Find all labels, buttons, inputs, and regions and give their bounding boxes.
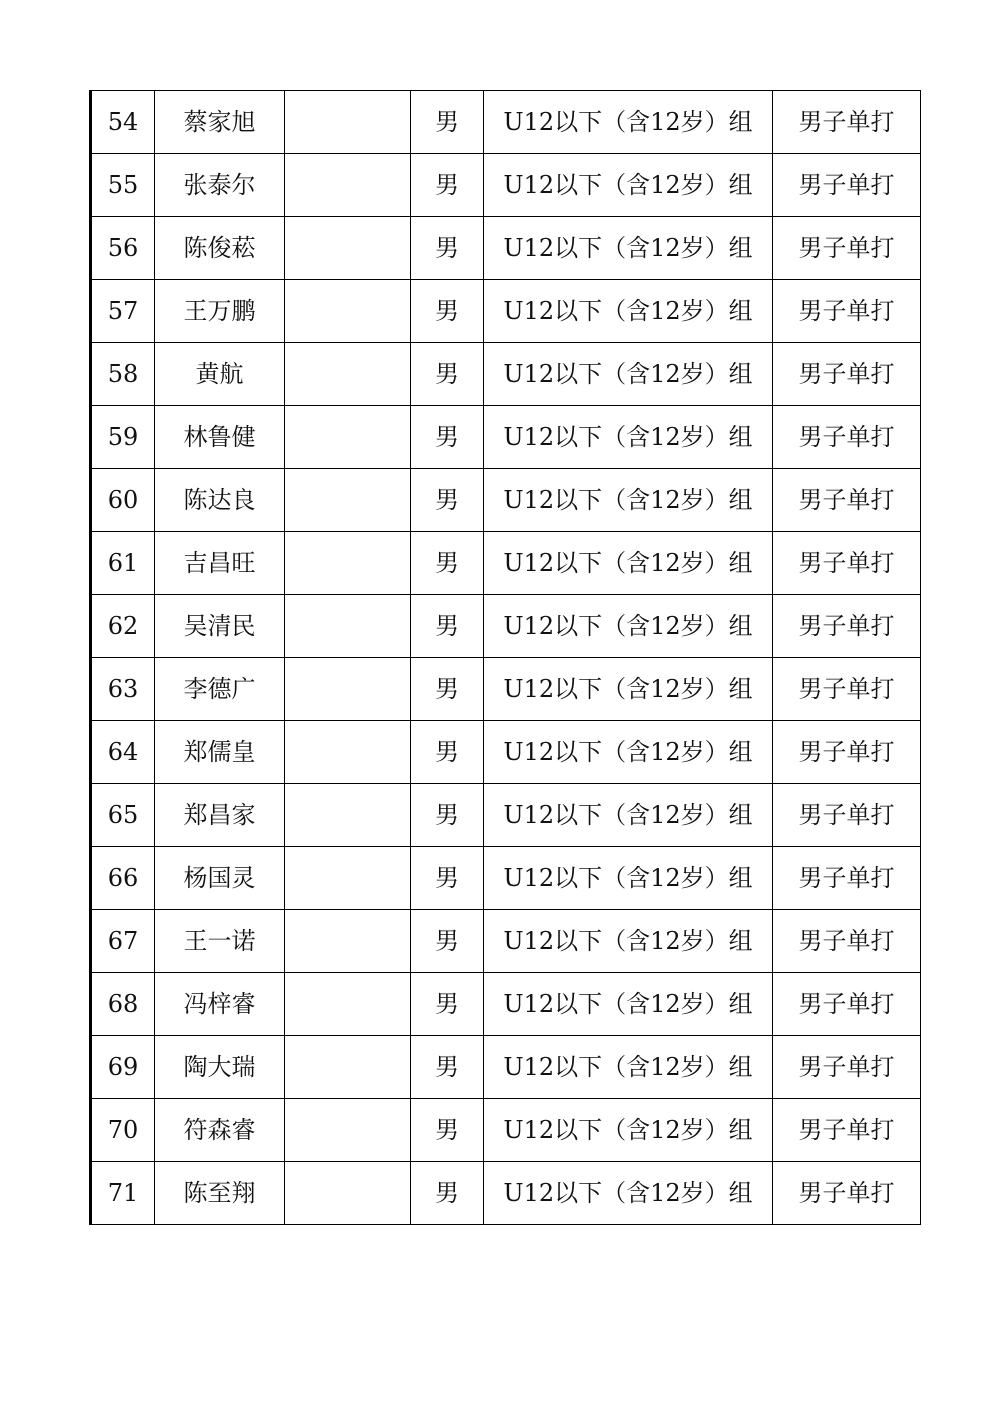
gender-cell: 男 bbox=[411, 973, 484, 1036]
blank-cell bbox=[285, 910, 411, 973]
age-group-cell: U12以下（含12岁）组 bbox=[484, 721, 773, 784]
player-name: 陈至翔 bbox=[155, 1162, 285, 1225]
event-cell: 男子单打 bbox=[773, 1162, 921, 1225]
player-name: 杨国灵 bbox=[155, 847, 285, 910]
event-cell: 男子单打 bbox=[773, 469, 921, 532]
gender-cell: 男 bbox=[411, 406, 484, 469]
gender-cell: 男 bbox=[411, 154, 484, 217]
gender-cell: 男 bbox=[411, 721, 484, 784]
row-number: 55 bbox=[91, 154, 155, 217]
age-group-cell: U12以下（含12岁）组 bbox=[484, 154, 773, 217]
table-row bbox=[91, 847, 921, 910]
row-number: 63 bbox=[91, 658, 155, 721]
row-number: 66 bbox=[91, 847, 155, 910]
gender-cell: 男 bbox=[411, 343, 484, 406]
table-row bbox=[91, 91, 921, 154]
event-cell: 男子单打 bbox=[773, 1099, 921, 1162]
row-number: 69 bbox=[91, 1036, 155, 1099]
blank-cell bbox=[285, 721, 411, 784]
table-row bbox=[91, 532, 921, 595]
age-group-cell: U12以下（含12岁）组 bbox=[484, 469, 773, 532]
row-number: 71 bbox=[91, 1162, 155, 1225]
blank-cell bbox=[285, 784, 411, 847]
blank-cell bbox=[285, 91, 411, 154]
event-cell: 男子单打 bbox=[773, 343, 921, 406]
age-group-cell: U12以下（含12岁）组 bbox=[484, 406, 773, 469]
age-group-cell: U12以下（含12岁）组 bbox=[484, 847, 773, 910]
player-name: 吴清民 bbox=[155, 595, 285, 658]
age-group-cell: U12以下（含12岁）组 bbox=[484, 532, 773, 595]
gender-cell: 男 bbox=[411, 91, 484, 154]
player-name: 王万鹏 bbox=[155, 280, 285, 343]
blank-cell bbox=[285, 280, 411, 343]
gender-cell: 男 bbox=[411, 280, 484, 343]
blank-cell bbox=[285, 595, 411, 658]
row-number: 70 bbox=[91, 1099, 155, 1162]
player-name: 陶大瑞 bbox=[155, 1036, 285, 1099]
player-name: 冯梓睿 bbox=[155, 973, 285, 1036]
table-row bbox=[91, 658, 921, 721]
event-cell: 男子单打 bbox=[773, 406, 921, 469]
event-cell: 男子单打 bbox=[773, 658, 921, 721]
age-group-cell: U12以下（含12岁）组 bbox=[484, 595, 773, 658]
event-cell: 男子单打 bbox=[773, 595, 921, 658]
table-row bbox=[91, 280, 921, 343]
blank-cell bbox=[285, 1162, 411, 1225]
table-row bbox=[91, 1162, 921, 1225]
table-row bbox=[91, 217, 921, 280]
row-number: 65 bbox=[91, 784, 155, 847]
age-group-cell: U12以下（含12岁）组 bbox=[484, 1099, 773, 1162]
player-name: 郑昌家 bbox=[155, 784, 285, 847]
age-group-cell: U12以下（含12岁）组 bbox=[484, 280, 773, 343]
blank-cell bbox=[285, 217, 411, 280]
player-name: 陈达良 bbox=[155, 469, 285, 532]
blank-cell bbox=[285, 469, 411, 532]
table-row bbox=[91, 469, 921, 532]
age-group-cell: U12以下（含12岁）组 bbox=[484, 784, 773, 847]
table-row bbox=[91, 910, 921, 973]
row-number: 64 bbox=[91, 721, 155, 784]
row-number: 60 bbox=[91, 469, 155, 532]
table-row bbox=[91, 784, 921, 847]
gender-cell: 男 bbox=[411, 532, 484, 595]
player-name: 吉昌旺 bbox=[155, 532, 285, 595]
gender-cell: 男 bbox=[411, 469, 484, 532]
age-group-cell: U12以下（含12岁）组 bbox=[484, 910, 773, 973]
event-cell: 男子单打 bbox=[773, 91, 921, 154]
player-name: 符森睿 bbox=[155, 1099, 285, 1162]
row-number: 56 bbox=[91, 217, 155, 280]
blank-cell bbox=[285, 532, 411, 595]
player-name: 黄航 bbox=[155, 343, 285, 406]
event-cell: 男子单打 bbox=[773, 973, 921, 1036]
table-row bbox=[91, 721, 921, 784]
age-group-cell: U12以下（含12岁）组 bbox=[484, 1162, 773, 1225]
table-row bbox=[91, 595, 921, 658]
player-name: 郑儒皇 bbox=[155, 721, 285, 784]
row-number: 68 bbox=[91, 973, 155, 1036]
row-number: 61 bbox=[91, 532, 155, 595]
player-name: 王一诺 bbox=[155, 910, 285, 973]
gender-cell: 男 bbox=[411, 217, 484, 280]
blank-cell bbox=[285, 847, 411, 910]
player-name: 林鲁健 bbox=[155, 406, 285, 469]
player-name: 张泰尔 bbox=[155, 154, 285, 217]
row-number: 59 bbox=[91, 406, 155, 469]
age-group-cell: U12以下（含12岁）组 bbox=[484, 973, 773, 1036]
age-group-cell: U12以下（含12岁）组 bbox=[484, 1036, 773, 1099]
event-cell: 男子单打 bbox=[773, 280, 921, 343]
event-cell: 男子单打 bbox=[773, 532, 921, 595]
gender-cell: 男 bbox=[411, 1162, 484, 1225]
player-name: 陈俊菘 bbox=[155, 217, 285, 280]
player-name: 蔡家旭 bbox=[155, 91, 285, 154]
gender-cell: 男 bbox=[411, 784, 484, 847]
event-cell: 男子单打 bbox=[773, 721, 921, 784]
gender-cell: 男 bbox=[411, 847, 484, 910]
age-group-cell: U12以下（含12岁）组 bbox=[484, 91, 773, 154]
gender-cell: 男 bbox=[411, 658, 484, 721]
gender-cell: 男 bbox=[411, 1036, 484, 1099]
event-cell: 男子单打 bbox=[773, 217, 921, 280]
blank-cell bbox=[285, 406, 411, 469]
row-number: 67 bbox=[91, 910, 155, 973]
row-number: 58 bbox=[91, 343, 155, 406]
table-row bbox=[91, 1036, 921, 1099]
table-row bbox=[91, 973, 921, 1036]
roster-table bbox=[89, 90, 921, 1225]
blank-cell bbox=[285, 154, 411, 217]
blank-cell bbox=[285, 1099, 411, 1162]
event-cell: 男子单打 bbox=[773, 784, 921, 847]
gender-cell: 男 bbox=[411, 1099, 484, 1162]
row-number: 57 bbox=[91, 280, 155, 343]
age-group-cell: U12以下（含12岁）组 bbox=[484, 658, 773, 721]
gender-cell: 男 bbox=[411, 595, 484, 658]
table-row bbox=[91, 406, 921, 469]
event-cell: 男子单打 bbox=[773, 847, 921, 910]
blank-cell bbox=[285, 1036, 411, 1099]
event-cell: 男子单打 bbox=[773, 154, 921, 217]
table-row bbox=[91, 154, 921, 217]
gender-cell: 男 bbox=[411, 910, 484, 973]
player-name: 李德广 bbox=[155, 658, 285, 721]
row-number: 54 bbox=[91, 91, 155, 154]
row-number: 62 bbox=[91, 595, 155, 658]
blank-cell bbox=[285, 658, 411, 721]
blank-cell bbox=[285, 343, 411, 406]
event-cell: 男子单打 bbox=[773, 1036, 921, 1099]
age-group-cell: U12以下（含12岁）组 bbox=[484, 217, 773, 280]
age-group-cell: U12以下（含12岁）组 bbox=[484, 343, 773, 406]
blank-cell bbox=[285, 973, 411, 1036]
table-row bbox=[91, 1099, 921, 1162]
table-row bbox=[91, 343, 921, 406]
event-cell: 男子单打 bbox=[773, 910, 921, 973]
roster-body bbox=[91, 91, 921, 1225]
